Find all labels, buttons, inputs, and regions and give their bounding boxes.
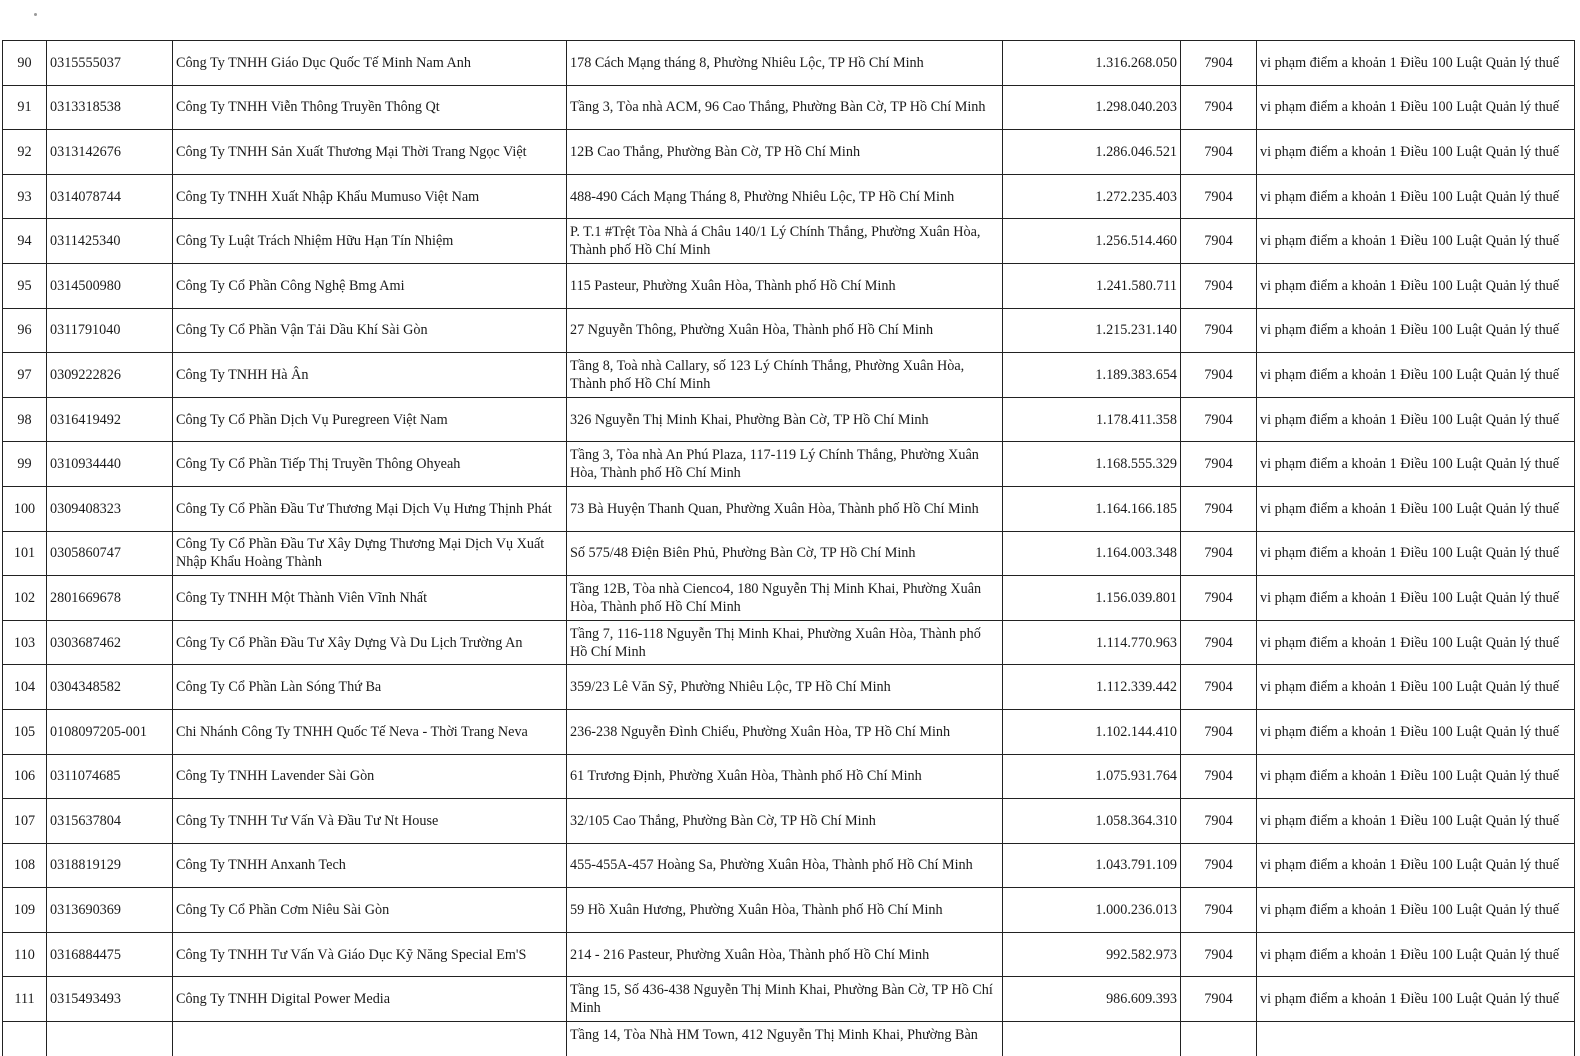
empty-cell [173, 1022, 567, 1056]
company-address: 214 - 216 Pasteur, Phường Xuân Hòa, Thành phố Hồ Chí Minh [567, 932, 1003, 977]
company-address: 326 Nguyễn Thị Minh Khai, Phường Bàn Cờ, TP Hồ Chí Minh [567, 397, 1003, 442]
company-name: Công Ty Cổ Phần Tiếp Thị Truyền Thông Ohyeah [173, 442, 567, 487]
row-number: 95 [3, 263, 47, 308]
company-name: Công Ty Luật Trách Nhiệm Hữu Hạn Tín Nhiệm [173, 219, 567, 264]
table-row [3, 665, 1575, 710]
company-address: Tầng 14, Tòa Nhà HM Town, 412 Nguyễn Thị Minh Khai, Phường Bàn [567, 1022, 1003, 1056]
violation-note: vi phạm điểm a khoản 1 Điều 100 Luật Quản lý thuế [1257, 843, 1575, 888]
table-row [3, 174, 1575, 219]
tax-code: 0309222826 [47, 353, 173, 398]
chapter-code: 7904 [1181, 977, 1257, 1022]
violation-note: vi phạm điểm a khoản 1 Điều 100 Luật Quản lý thuế [1257, 932, 1575, 977]
empty-cell [1003, 1022, 1181, 1056]
company-name: Công Ty TNHH Giáo Dục Quốc Tế Minh Nam Anh [173, 41, 567, 86]
chapter-code: 7904 [1181, 932, 1257, 977]
chapter-code: 7904 [1181, 442, 1257, 487]
company-address: 488-490 Cách Mạng Tháng 8, Phường Nhiêu Lộc, TP Hồ Chí Minh [567, 174, 1003, 219]
row-number: 97 [3, 353, 47, 398]
company-name: Công Ty TNHH Tư Vấn Và Đầu Tư Nt House [173, 799, 567, 844]
company-address: 178 Cách Mạng tháng 8, Phường Nhiêu Lộc, TP Hồ Chí Minh [567, 41, 1003, 86]
violation-note: vi phạm điểm a khoản 1 Điều 100 Luật Quản lý thuế [1257, 85, 1575, 130]
violation-note: vi phạm điểm a khoản 1 Điều 100 Luật Quản lý thuế [1257, 620, 1575, 665]
chapter-code: 7904 [1181, 709, 1257, 754]
tax-code: 2801669678 [47, 576, 173, 621]
chapter-code: 7904 [1181, 888, 1257, 933]
company-name: Công Ty Cổ Phần Đầu Tư Thương Mại Dịch Vụ Hưng Thịnh Phát [173, 486, 567, 531]
tax-code: 0315555037 [47, 41, 173, 86]
table-row [3, 85, 1575, 130]
chapter-code: 7904 [1181, 799, 1257, 844]
tax-code: 0313690369 [47, 888, 173, 933]
tax-code: 0314078744 [47, 174, 173, 219]
company-address: P. T.1 #Trệt Tòa Nhà á Châu 140/1 Lý Chính Thắng, Phường Xuân Hòa, Thành phố Hồ Chí Minh [567, 219, 1003, 264]
company-name: Công Ty TNHH Hà Ân [173, 353, 567, 398]
company-address: Tầng 12B, Tòa nhà Cienco4, 180 Nguyễn Thị Minh Khai, Phường Xuân Hòa, Thành phố Hồ Chí Minh [567, 576, 1003, 621]
company-name: Công Ty Cổ Phần Vận Tải Dầu Khí Sài Gòn [173, 308, 567, 353]
row-number: 99 [3, 442, 47, 487]
violation-note: vi phạm điểm a khoản 1 Điều 100 Luật Quản lý thuế [1257, 576, 1575, 621]
empty-cell [47, 1022, 173, 1056]
table-row [3, 977, 1575, 1022]
debt-amount: 1.256.514.460 [1003, 219, 1181, 264]
violation-note: vi phạm điểm a khoản 1 Điều 100 Luật Quản lý thuế [1257, 486, 1575, 531]
violation-note: vi phạm điểm a khoản 1 Điều 100 Luật Quản lý thuế [1257, 308, 1575, 353]
company-name: Công Ty Cổ Phần Dịch Vụ Puregreen Việt Nam [173, 397, 567, 442]
debt-amount: 1.102.144.410 [1003, 709, 1181, 754]
company-address: Tầng 3, Tòa nhà ACM, 96 Cao Thắng, Phường Bàn Cờ, TP Hồ Chí Minh [567, 85, 1003, 130]
table-row [3, 353, 1575, 398]
debt-amount: 1.189.383.654 [1003, 353, 1181, 398]
violation-note: vi phạm điểm a khoản 1 Điều 100 Luật Quản lý thuế [1257, 709, 1575, 754]
table-row [3, 41, 1575, 86]
company-address: 59 Hồ Xuân Hương, Phường Xuân Hòa, Thành phố Hồ Chí Minh [567, 888, 1003, 933]
company-name: Công Ty TNHH Sản Xuất Thương Mại Thời Trang Ngọc Việt [173, 130, 567, 175]
row-number: 90 [3, 41, 47, 86]
table-row [3, 531, 1575, 576]
violation-note: vi phạm điểm a khoản 1 Điều 100 Luật Quản lý thuế [1257, 665, 1575, 710]
table-row-partial [3, 1022, 1575, 1056]
row-number: 94 [3, 219, 47, 264]
violation-note: vi phạm điểm a khoản 1 Điều 100 Luật Quản lý thuế [1257, 531, 1575, 576]
tax-code: 0304348582 [47, 665, 173, 710]
debt-amount: 1.168.555.329 [1003, 442, 1181, 487]
scan-speck [34, 13, 37, 16]
tax-code: 0311791040 [47, 308, 173, 353]
tax-code: 0314500980 [47, 263, 173, 308]
violation-note: vi phạm điểm a khoản 1 Điều 100 Luật Quản lý thuế [1257, 263, 1575, 308]
empty-cell [1181, 1022, 1257, 1056]
debt-amount: 1.058.364.310 [1003, 799, 1181, 844]
row-number: 102 [3, 576, 47, 621]
tax-code: 0108097205-001 [47, 709, 173, 754]
tax-code: 0315637804 [47, 799, 173, 844]
chapter-code: 7904 [1181, 665, 1257, 710]
company-name: Công Ty Cổ Phần Cơm Niêu Sài Gòn [173, 888, 567, 933]
company-address: 12B Cao Thắng, Phường Bàn Cờ, TP Hồ Chí Minh [567, 130, 1003, 175]
table-row [3, 486, 1575, 531]
table-row [3, 799, 1575, 844]
chapter-code: 7904 [1181, 620, 1257, 665]
table-row [3, 263, 1575, 308]
debt-amount: 1.156.039.801 [1003, 576, 1181, 621]
tax-code: 0316419492 [47, 397, 173, 442]
row-number: 111 [3, 977, 47, 1022]
tax-code: 0313142676 [47, 130, 173, 175]
company-name: Công Ty TNHH Digital Power Media [173, 977, 567, 1022]
violation-note: vi phạm điểm a khoản 1 Điều 100 Luật Quản lý thuế [1257, 442, 1575, 487]
row-number: 104 [3, 665, 47, 710]
violation-note: vi phạm điểm a khoản 1 Điều 100 Luật Quản lý thuế [1257, 41, 1575, 86]
violation-note: vi phạm điểm a khoản 1 Điều 100 Luật Quản lý thuế [1257, 174, 1575, 219]
chapter-code: 7904 [1181, 486, 1257, 531]
row-number: 101 [3, 531, 47, 576]
violation-note: vi phạm điểm a khoản 1 Điều 100 Luật Quản lý thuế [1257, 754, 1575, 799]
table-row [3, 576, 1575, 621]
table-row [3, 932, 1575, 977]
company-address: 61 Trương Định, Phường Xuân Hòa, Thành phố Hồ Chí Minh [567, 754, 1003, 799]
debt-amount: 1.164.166.185 [1003, 486, 1181, 531]
row-number: 107 [3, 799, 47, 844]
empty-cell [1257, 1022, 1575, 1056]
company-name: Công Ty TNHH Tư Vấn Và Giáo Dục Kỹ Năng Special Em'S [173, 932, 567, 977]
company-name: Chi Nhánh Công Ty TNHH Quốc Tế Neva - Thời Trang Neva [173, 709, 567, 754]
company-address: 455-455A-457 Hoàng Sa, Phường Xuân Hòa, Thành phố Hồ Chí Minh [567, 843, 1003, 888]
company-name: Công Ty Cổ Phần Công Nghệ Bmg Ami [173, 263, 567, 308]
table-row [3, 130, 1575, 175]
table-row [3, 754, 1575, 799]
tax-code: 0309408323 [47, 486, 173, 531]
row-number: 92 [3, 130, 47, 175]
company-address: 236-238 Nguyễn Đình Chiểu, Phường Xuân Hòa, TP Hồ Chí Minh [567, 709, 1003, 754]
company-name: Công Ty Cổ Phần Làn Sóng Thứ Ba [173, 665, 567, 710]
debt-amount: 1.043.791.109 [1003, 843, 1181, 888]
debt-amount: 1.075.931.764 [1003, 754, 1181, 799]
company-name: Công Ty TNHH Lavender Sài Gòn [173, 754, 567, 799]
violation-note: vi phạm điểm a khoản 1 Điều 100 Luật Quản lý thuế [1257, 977, 1575, 1022]
debt-amount: 986.609.393 [1003, 977, 1181, 1022]
chapter-code: 7904 [1181, 397, 1257, 442]
chapter-code: 7904 [1181, 754, 1257, 799]
table-row [3, 219, 1575, 264]
company-name: Công Ty Cổ Phần Đầu Tư Xây Dựng Thương Mại Dịch Vụ Xuất Nhập Khẩu Hoàng Thành [173, 531, 567, 576]
row-number: 103 [3, 620, 47, 665]
row-number: 109 [3, 888, 47, 933]
debt-amount: 1.178.411.358 [1003, 397, 1181, 442]
chapter-code: 7904 [1181, 531, 1257, 576]
tax-code: 0305860747 [47, 531, 173, 576]
tax-code: 0311074685 [47, 754, 173, 799]
row-number: 96 [3, 308, 47, 353]
chapter-code: 7904 [1181, 174, 1257, 219]
taxpayer-table [2, 40, 1575, 1056]
debt-amount: 1.241.580.711 [1003, 263, 1181, 308]
table-row [3, 843, 1575, 888]
debt-amount: 1.286.046.521 [1003, 130, 1181, 175]
company-address: 115 Pasteur, Phường Xuân Hòa, Thành phố Hồ Chí Minh [567, 263, 1003, 308]
company-address: 27 Nguyễn Thông, Phường Xuân Hòa, Thành phố Hồ Chí Minh [567, 308, 1003, 353]
chapter-code: 7904 [1181, 353, 1257, 398]
company-address: 73 Bà Huyện Thanh Quan, Phường Xuân Hòa, Thành phố Hồ Chí Minh [567, 486, 1003, 531]
chapter-code: 7904 [1181, 843, 1257, 888]
row-number: 91 [3, 85, 47, 130]
company-address: 359/23 Lê Văn Sỹ, Phường Nhiêu Lộc, TP Hồ Chí Minh [567, 665, 1003, 710]
table-body [3, 41, 1575, 1056]
chapter-code: 7904 [1181, 308, 1257, 353]
tax-code: 0315493493 [47, 977, 173, 1022]
company-address: Số 575/48 Điện Biên Phủ, Phường Bàn Cờ, TP Hồ Chí Minh [567, 531, 1003, 576]
violation-note: vi phạm điểm a khoản 1 Điều 100 Luật Quản lý thuế [1257, 888, 1575, 933]
tax-code: 0311425340 [47, 219, 173, 264]
debt-amount: 1.164.003.348 [1003, 531, 1181, 576]
debt-amount: 1.316.268.050 [1003, 41, 1181, 86]
row-number: 105 [3, 709, 47, 754]
row-number: 98 [3, 397, 47, 442]
row-number: 110 [3, 932, 47, 977]
chapter-code: 7904 [1181, 85, 1257, 130]
company-name: Công Ty TNHH Xuất Nhập Khẩu Mumuso Việt Nam [173, 174, 567, 219]
company-name: Công Ty TNHH Anxanh Tech [173, 843, 567, 888]
company-address: 32/105 Cao Thắng, Phường Bàn Cờ, TP Hồ Chí Minh [567, 799, 1003, 844]
table-row [3, 308, 1575, 353]
tax-code: 0310934440 [47, 442, 173, 487]
row-number: 108 [3, 843, 47, 888]
violation-note: vi phạm điểm a khoản 1 Điều 100 Luật Quản lý thuế [1257, 799, 1575, 844]
debt-amount: 1.112.339.442 [1003, 665, 1181, 710]
debt-amount: 992.582.973 [1003, 932, 1181, 977]
company-address: Tầng 3, Tòa nhà An Phú Plaza, 117-119 Lý Chính Thắng, Phường Xuân Hòa, Thành phố Hồ Chí Minh [567, 442, 1003, 487]
table-row [3, 888, 1575, 933]
company-name: Công Ty TNHH Một Thành Viên Vĩnh Nhất [173, 576, 567, 621]
chapter-code: 7904 [1181, 41, 1257, 86]
empty-cell [3, 1022, 47, 1056]
violation-note: vi phạm điểm a khoản 1 Điều 100 Luật Quản lý thuế [1257, 219, 1575, 264]
tax-code: 0318819129 [47, 843, 173, 888]
debt-amount: 1.114.770.963 [1003, 620, 1181, 665]
table-row [3, 709, 1575, 754]
chapter-code: 7904 [1181, 219, 1257, 264]
tax-code: 0303687462 [47, 620, 173, 665]
violation-note: vi phạm điểm a khoản 1 Điều 100 Luật Quản lý thuế [1257, 353, 1575, 398]
chapter-code: 7904 [1181, 130, 1257, 175]
table-row [3, 620, 1575, 665]
company-address: Tầng 7, 116-118 Nguyễn Thị Minh Khai, Phường Xuân Hòa, Thành phố Hồ Chí Minh [567, 620, 1003, 665]
violation-note: vi phạm điểm a khoản 1 Điều 100 Luật Quản lý thuế [1257, 130, 1575, 175]
table-row [3, 442, 1575, 487]
debt-amount: 1.000.236.013 [1003, 888, 1181, 933]
tax-code: 0316884475 [47, 932, 173, 977]
debt-amount: 1.272.235.403 [1003, 174, 1181, 219]
row-number: 100 [3, 486, 47, 531]
tax-code: 0313318538 [47, 85, 173, 130]
table-row [3, 397, 1575, 442]
company-address: Tầng 8, Toà nhà Callary, số 123 Lý Chính Thắng, Phường Xuân Hòa, Thành phố Hồ Chí Minh [567, 353, 1003, 398]
row-number: 106 [3, 754, 47, 799]
row-number: 93 [3, 174, 47, 219]
debt-amount: 1.298.040.203 [1003, 85, 1181, 130]
company-address: Tầng 15, Số 436-438 Nguyễn Thị Minh Khai, Phường Bàn Cờ, TP Hồ Chí Minh [567, 977, 1003, 1022]
debt-amount: 1.215.231.140 [1003, 308, 1181, 353]
violation-note: vi phạm điểm a khoản 1 Điều 100 Luật Quản lý thuế [1257, 397, 1575, 442]
company-name: Công Ty Cổ Phần Đầu Tư Xây Dựng Và Du Lịch Trường An [173, 620, 567, 665]
chapter-code: 7904 [1181, 576, 1257, 621]
company-name: Công Ty TNHH Viễn Thông Truyền Thông Qt [173, 85, 567, 130]
chapter-code: 7904 [1181, 263, 1257, 308]
